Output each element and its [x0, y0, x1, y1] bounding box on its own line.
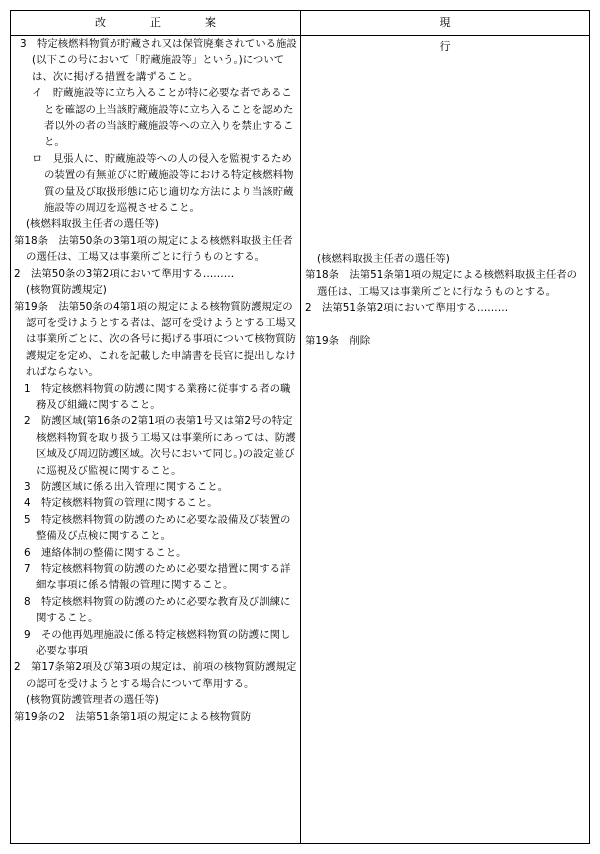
left-para-3: ロ 見張人に、貯蔵施設等への人の侵入を監視するための装置の有無並びに貯蔵施設等における特定核燃料物質の量及び取扱形態に応じ適切な方法により当該貯蔵施設等の周辺を巡視させること。 [32, 152, 294, 215]
column-divider [300, 11, 301, 843]
left-caption-1: (核燃料取扱主任者の選任等) [26, 218, 159, 231]
left-article-18-2: 2 法第50条の3第2項において準用する……… [14, 267, 235, 280]
left-para-2: イ 貯蔵施設等に立ち入ることが特に必要な者であることを確認の上当該貯蔵施設等に立ち入ることを認めた者以外の者の当該貯蔵施設等への立入りを禁止すること。 [32, 87, 294, 149]
left-caption-3: (核物質防護管理者の選任等) [26, 694, 159, 707]
right-caption-1: (核燃料取扱主任者の選任等) [317, 253, 450, 265]
left-item-9: 9 その他再処理施設に係る特定核燃料物質の防護に関し必要な事項 [24, 628, 291, 658]
left-article-19: 第19条 法第50条の4第1項の規定による核物質防護規定の認可を受けようとする者は、認可を受けようとする工場又は事業所ごとに、次の各号に掲げる事項について核物質防護規定を定め、これを記載した申請書を長官に提出しなければならない。 [14, 300, 297, 379]
left-item-8: 8 特定核燃料物質の防護のために必要な教育及び訓練に関すること。 [24, 595, 291, 625]
right-article-18-2: 2 法第51条第2項において準用する……… [305, 302, 509, 315]
left-article-19-2para: 2 第17条第2項及び第3項の規定は、前項の核物質防護規定の認可を受けようとする場合について準用する。 [14, 661, 297, 690]
right-spacer [305, 317, 585, 333]
left-item-7: 7 特定核燃料物質の防護のために必要な措置に関する詳細な事項に係る情報の管理に関すること。 [24, 563, 291, 592]
right-article-18: 第18条 法第51条第1項の規定による核燃料取扱主任者の選任は、工場又は事業所ごとに行なうものとする。 [305, 269, 578, 298]
left-item-5: 5 特定核燃料物質の防護のために必要な設備及び装置の整備及び点検に関すること。 [24, 513, 291, 543]
left-item-3: 3 防護区域に係る出入管理に関すること。 [24, 480, 229, 493]
left-caption-2: (核物質防護規定) [26, 284, 107, 297]
left-item-2: 2 防護区域(第16条の2第1項の表第1号又は第2号の特定核燃料物質を取り扱う工場又は事業所にあっては、防護区域及び周辺防護区域。次号において同じ。)の設定並びに巡視及び監視に関すること。 [24, 415, 296, 477]
header-revision: 改正案 [95, 16, 260, 29]
current-column [305, 251, 585, 349]
left-item-4: 4 特定核燃料物質の管理に関すること。 [24, 497, 218, 510]
header-current: 現行 [439, 16, 543, 53]
left-article-19-2: 第19条の2 法第51条第1項の規定による核物質防 [14, 710, 252, 723]
revision-column [14, 38, 298, 725]
right-article-19: 第19条 削除 [305, 335, 371, 348]
left-item-6: 6 連絡体制の整備に関すること。 [24, 546, 187, 559]
left-para-1: 3 特定核燃料物質が貯蔵され又は保管廃棄されている施設(以下この号において「貯蔵施設等」という。)については、次に掲げる措置を講ずること。 [20, 38, 297, 83]
left-article-18: 第18条 法第50条の3第1項の規定による核燃料取扱主任者の選任は、工場又は事業所ごとに行うものとする。 [14, 234, 293, 264]
left-item-1: 1 特定核燃料物質の防護に関する業務に従事する者の職務及び組織に関すること。 [24, 382, 291, 411]
comparison-table [10, 10, 590, 844]
